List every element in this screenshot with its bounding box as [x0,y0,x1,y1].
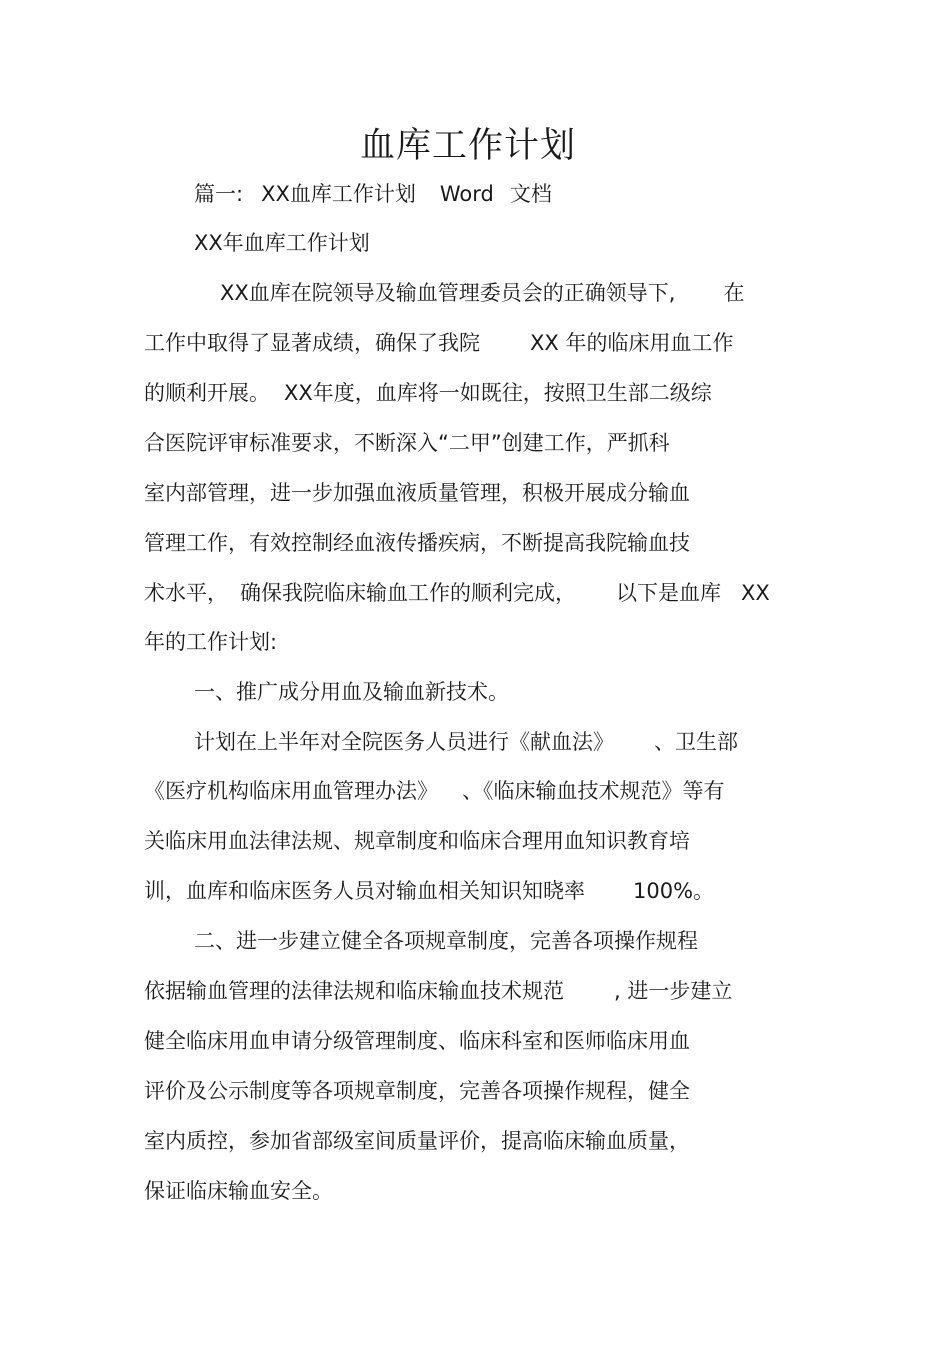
text-segment: 保证临床输血安全。 [144,1179,333,1203]
doc-line [144,877,714,905]
text-segment: 关临床用血法律法规、规章制度和临床合理用血知识教育培 [144,829,690,853]
text-segment: 管理工作，有效控制经血液传播疾病，不断提高我院输血技 [144,531,690,555]
doc-line [144,429,670,457]
text-segment: , 进一步建立 [614,979,733,1003]
text-segment: XX 年的临床用血工作 [530,331,734,355]
doc-line [144,379,712,407]
text-segment: 术水平， [144,581,228,605]
text-segment: 室内部管理，进一步加强血液质量管理，积极开展成分输血 [144,481,690,505]
doc-line [220,279,744,307]
document-title: 血库工作计划 [359,126,576,166]
text-segment: 的顺利开展。 [144,381,270,405]
text-segment: 年的工作计划: [144,630,278,654]
text-segment: 评价及公示制度等各项规章制度，完善各项操作规程，健全 [144,1079,690,1103]
text-segment: XX血库在院领导及输血管理委员会的正确领导下, [220,281,676,305]
text-segment: 在 [723,281,745,305]
text-segment: 确保我院临床输血工作的顺利完成， [240,581,576,605]
text-segment: 依据输血管理的法律法规和临床输血技术规范 [144,979,564,1003]
doc-line [144,1077,690,1105]
text-segment: 工作中取得了显著成绩，确保了我院 [144,331,480,355]
text-segment: 训，血库和临床医务人员对输血相关知识知晓率 [144,879,585,903]
doc-line [144,479,690,507]
doc-line [144,579,770,607]
doc-line [144,628,277,656]
doc-line-source [194,180,552,208]
text-segment: 、《临床输血技术规范》等有 [462,779,725,803]
text-segment: 篇一: [194,182,244,206]
doc-line [144,1027,690,1055]
doc-line [194,728,738,756]
text-segment: XX年度，血库将一如既往，按照卫生部二级综 [284,381,712,405]
doc-line [144,777,725,805]
text-segment: 健全临床用血申请分级管理制度、临床科室和医师临床用血 [144,1029,690,1053]
doc-line [144,529,690,557]
text-segment: 一、推广成分用血及输血新技术。 [194,680,509,704]
doc-line [144,1177,333,1205]
text-segment: XX [741,581,770,605]
text-segment: 合医院评审标准要求，不断深入“二甲”创建工作，严抓科 [144,431,670,455]
text-segment: Word [439,182,494,206]
doc-line-subtitle [194,229,370,257]
section-heading [194,927,698,955]
text-segment: 室内质控，参加省部级室间质量评价，提高临床输血质量， [144,1129,690,1153]
doc-line [144,329,733,357]
text-segment: XX年血库工作计划 [194,231,370,255]
text-segment: 《医疗机构临床用血管理办法》 [144,779,438,803]
text-segment: 、卫生部 [654,730,738,754]
section-heading [194,678,509,706]
text-segment: 二、进一步建立健全各项规章制度，完善各项操作规程 [194,929,698,953]
doc-line [144,977,732,1005]
text-segment: XX血库工作计划 [261,182,416,206]
doc-line [144,827,690,855]
text-segment: 以下是血库 [616,581,721,605]
text-segment: 100%。 [633,879,715,903]
text-segment: 计划在上半年对全院医务人员进行《献血法》 [194,730,614,754]
text-segment: 文档 [509,182,552,206]
doc-line [144,1127,690,1155]
